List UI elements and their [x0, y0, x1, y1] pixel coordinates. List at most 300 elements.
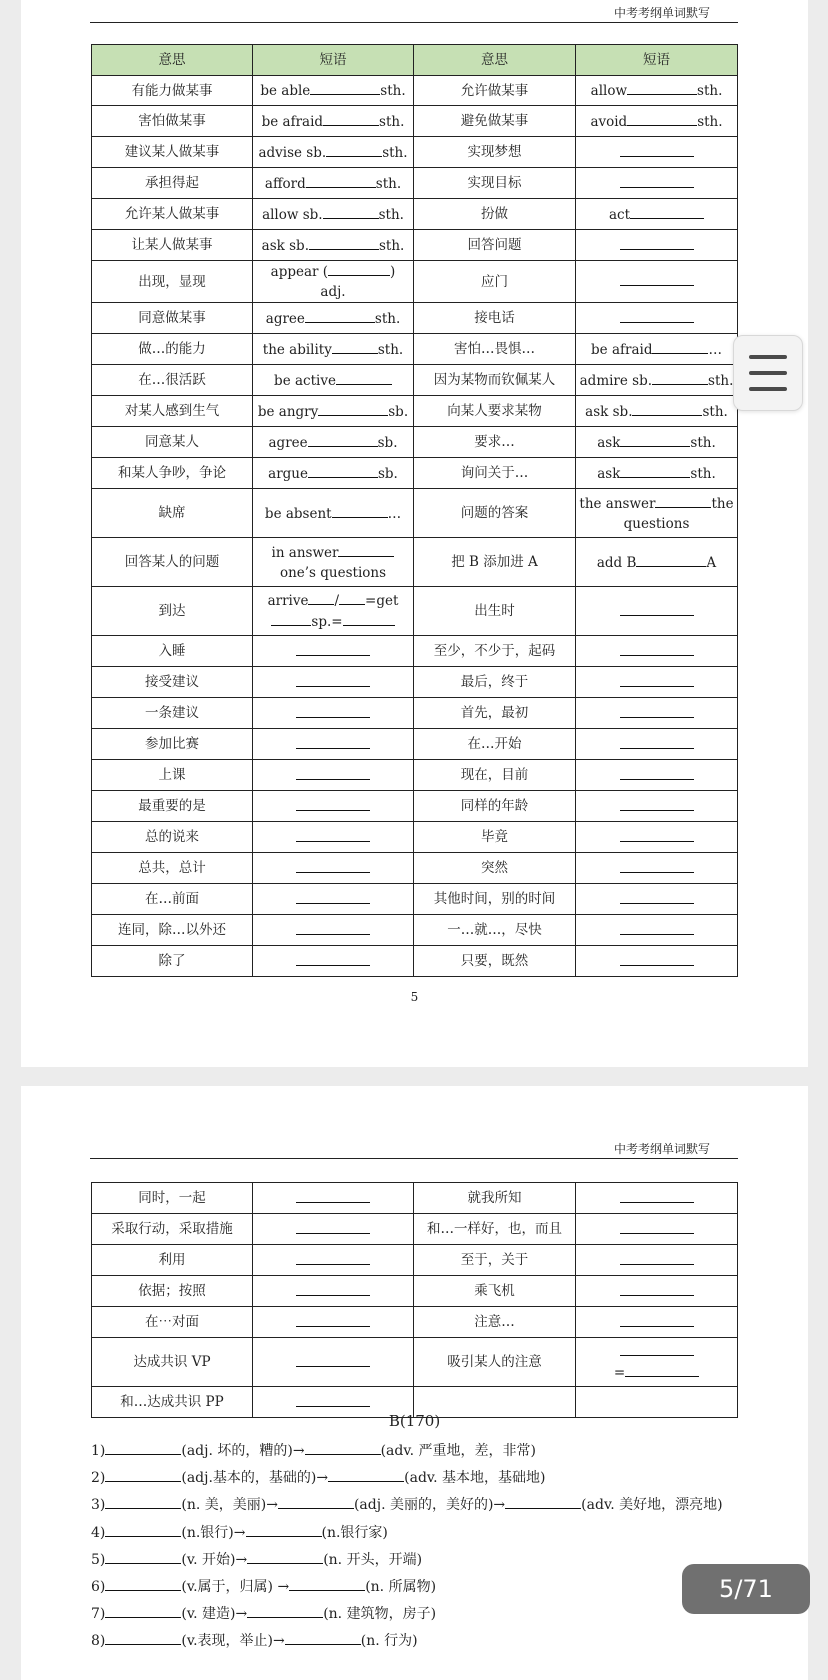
answer-blank[interactable]	[620, 1250, 694, 1265]
answer-blank[interactable]	[620, 703, 694, 718]
meaning-text: 实现梦想	[467, 144, 522, 160]
phrase-cell	[253, 822, 414, 853]
exercise-hint: (n. 建筑物，房子)	[323, 1606, 437, 1623]
phrase-cell	[576, 1245, 738, 1276]
exercise-hint: (n. 所属物)	[365, 1578, 437, 1595]
meaning-text: 允许做某事	[460, 82, 529, 99]
meaning-text: 乘飞机	[474, 1283, 515, 1299]
answer-blank[interactable]	[336, 370, 392, 385]
answer-blank[interactable]	[105, 1440, 181, 1455]
table-row	[92, 168, 738, 199]
phrase-text: sth.	[708, 372, 734, 389]
answer-blank[interactable]	[247, 1549, 323, 1564]
meaning-text: 上课	[158, 767, 186, 783]
answer-blank[interactable]	[296, 703, 370, 718]
answer-blank[interactable]	[285, 1630, 361, 1645]
answer-line	[579, 1362, 734, 1383]
meaning-cell	[92, 587, 253, 636]
phrase-cell	[576, 1276, 738, 1307]
meaning-cell	[92, 334, 253, 365]
answer-blank[interactable]	[296, 951, 370, 966]
meaning-cell	[414, 489, 576, 538]
phrase-cell	[576, 168, 738, 199]
answer-blank[interactable]	[308, 590, 334, 605]
answer-blank[interactable]	[318, 401, 388, 416]
answer-blank[interactable]	[652, 339, 708, 354]
meaning-cell	[92, 946, 253, 977]
answer-blank[interactable]	[105, 1576, 181, 1591]
answer-blank[interactable]	[620, 1219, 694, 1234]
meaning-text: 最后，终于	[460, 674, 529, 690]
hamburger-menu-icon[interactable]	[733, 335, 803, 411]
phrase-cell	[253, 636, 414, 667]
meaning-cell	[92, 729, 253, 760]
meaning-text: 突然	[481, 860, 508, 876]
column-header: 短语	[576, 45, 738, 76]
table-row	[92, 729, 738, 760]
meaning-text: 出现，显现	[138, 273, 206, 290]
meaning-cell	[92, 261, 253, 303]
phrase-cell	[253, 946, 414, 977]
answer-blank[interactable]	[339, 590, 365, 605]
meaning-text: 和…达成共识 PP	[120, 1394, 224, 1410]
phrase-cell	[576, 334, 738, 365]
answer-blank[interactable]	[105, 1549, 181, 1564]
answer-blank[interactable]	[323, 204, 379, 219]
phrase-text: sp.=	[311, 614, 343, 630]
answer-blank[interactable]	[620, 641, 694, 656]
table-row	[92, 853, 738, 884]
exercise-number: 6)	[91, 1578, 106, 1595]
answer-blank[interactable]	[620, 601, 694, 616]
answer-blank[interactable]	[326, 142, 382, 157]
answer-blank[interactable]	[630, 204, 704, 219]
meaning-text: 应门	[481, 273, 508, 290]
answer-blank[interactable]	[620, 463, 690, 478]
answer-blank[interactable]	[246, 1522, 322, 1537]
meaning-cell	[92, 137, 253, 168]
phrase-cell	[576, 1183, 738, 1214]
answer-blank[interactable]	[296, 858, 370, 873]
meaning-text: 接受建议	[145, 674, 199, 690]
answer-blank[interactable]	[296, 734, 370, 749]
vocab-table-2	[91, 1182, 738, 1418]
column-header: 意思	[92, 45, 253, 76]
phrase-text: avoid	[590, 113, 628, 130]
table-row	[92, 458, 738, 489]
meaning-cell	[414, 1338, 576, 1387]
answer-blank[interactable]	[620, 308, 694, 323]
answer-blank[interactable]	[655, 493, 711, 508]
phrase-cell	[253, 884, 414, 915]
phrase-cell	[253, 489, 414, 538]
answer-line	[256, 611, 410, 632]
phrase-text: sth.	[697, 83, 723, 99]
phrase-text: sb.	[388, 403, 409, 420]
answer-blank[interactable]	[296, 1281, 370, 1296]
meaning-cell	[414, 365, 576, 396]
table-row	[92, 946, 738, 977]
phrase-cell	[576, 667, 738, 698]
meaning-text: 就我所知	[467, 1190, 522, 1206]
answer-blank[interactable]	[620, 951, 694, 966]
phrase-cell	[253, 698, 414, 729]
meaning-text: 至少，不少于，起码	[433, 643, 556, 659]
exercise-number: 8)	[91, 1633, 106, 1650]
meaning-cell	[92, 458, 253, 489]
table-row	[92, 106, 738, 137]
phrase-text: …	[708, 341, 722, 358]
phrase-text: the questions	[623, 495, 734, 532]
answer-blank[interactable]	[332, 339, 378, 354]
meaning-cell	[414, 261, 576, 303]
answer-blank[interactable]	[308, 432, 378, 447]
answer-blank[interactable]	[296, 641, 370, 656]
answer-blank[interactable]	[620, 796, 694, 811]
answer-blank[interactable]	[332, 503, 388, 518]
phrase-cell	[576, 1214, 738, 1245]
phrase-text: sth.	[702, 403, 728, 420]
table-row	[92, 199, 738, 230]
meaning-text: 同样的年龄	[460, 798, 529, 814]
phrase-cell	[253, 667, 414, 698]
exercise-number: 5)	[91, 1551, 106, 1568]
answer-line	[579, 1341, 734, 1362]
answer-blank[interactable]	[625, 1362, 699, 1377]
phrase-text: /	[334, 593, 340, 609]
answer-blank[interactable]	[620, 173, 694, 188]
table-row	[92, 791, 738, 822]
answer-blank[interactable]	[296, 1219, 370, 1234]
answer-blank[interactable]	[620, 1341, 694, 1356]
meaning-cell	[92, 396, 253, 427]
answer-blank[interactable]	[247, 1603, 323, 1618]
meaning-text: 出生时	[474, 603, 515, 619]
meaning-text: 在⋯对面	[145, 1314, 199, 1330]
phrase-text: in answer	[271, 544, 339, 561]
answer-blank[interactable]	[305, 308, 375, 323]
exercise-item	[91, 1628, 791, 1655]
answer-blank[interactable]	[620, 1188, 694, 1203]
exercise-item	[91, 1438, 791, 1465]
meaning-cell	[414, 791, 576, 822]
meaning-cell	[414, 1245, 576, 1276]
answer-blank[interactable]	[323, 111, 379, 126]
phrase-text: ask sb.	[585, 403, 633, 420]
phrase-cell	[576, 230, 738, 261]
meaning-cell	[414, 636, 576, 667]
exercise-item	[91, 1520, 791, 1547]
phrase-text: sb.	[377, 465, 398, 482]
table-row	[92, 1214, 738, 1245]
answer-blank[interactable]	[620, 765, 694, 780]
answer-blank[interactable]	[271, 611, 311, 626]
meaning-text: 缺席	[158, 505, 186, 521]
meaning-cell	[92, 1183, 253, 1214]
section-b-title: B(170)	[388, 1412, 441, 1430]
meaning-cell	[92, 1214, 253, 1245]
meaning-text: 在…很活跃	[138, 372, 206, 388]
exercise-item	[91, 1492, 791, 1519]
meaning-text: 总共，总计	[138, 860, 206, 876]
meaning-cell	[92, 168, 253, 199]
answer-blank[interactable]	[289, 1576, 365, 1591]
phrase-cell	[576, 427, 738, 458]
equals-sign: =	[613, 1365, 626, 1381]
answer-blank[interactable]	[620, 271, 694, 286]
meaning-cell	[414, 1307, 576, 1338]
table-row	[92, 915, 738, 946]
answer-blank[interactable]	[627, 80, 697, 95]
meaning-cell	[414, 853, 576, 884]
phrase-cell	[253, 396, 414, 427]
meaning-cell	[92, 489, 253, 538]
phrase-cell	[253, 791, 414, 822]
meaning-text: 回答问题	[467, 237, 522, 253]
answer-blank[interactable]	[620, 1312, 694, 1327]
answer-blank[interactable]	[620, 858, 694, 873]
answer-blank[interactable]	[620, 827, 694, 842]
answer-blank[interactable]	[296, 1188, 370, 1203]
meaning-cell	[414, 76, 576, 106]
phrase-cell	[253, 137, 414, 168]
phrase-cell	[576, 1338, 738, 1387]
answer-blank[interactable]	[620, 889, 694, 904]
exercise-number: 4)	[91, 1524, 106, 1541]
phrase-text: ask	[597, 465, 621, 482]
meaning-text: 同时，一起	[138, 1190, 206, 1206]
phrase-cell	[576, 106, 738, 137]
table-row	[92, 334, 738, 365]
answer-blank[interactable]	[620, 672, 694, 687]
meaning-cell	[414, 396, 576, 427]
table-row	[92, 1338, 738, 1387]
exercise-hint: (n. 行为)	[360, 1633, 418, 1650]
phrase-text: argue	[268, 465, 308, 482]
phrase-text: ask	[597, 434, 621, 451]
meaning-text: 参加比赛	[145, 736, 199, 752]
answer-blank[interactable]	[338, 542, 394, 557]
meaning-text: 问题的答案	[460, 505, 529, 521]
answer-blank[interactable]	[328, 261, 390, 276]
phrase-cell	[253, 365, 414, 396]
answer-blank[interactable]	[328, 1467, 404, 1482]
answer-blank[interactable]	[627, 111, 697, 126]
phrase-text: …	[387, 505, 402, 522]
meaning-cell	[414, 303, 576, 334]
exercise-hint: (adj. 坏的，糟的)→	[181, 1443, 305, 1459]
meaning-text: 至于，关于	[460, 1252, 529, 1268]
table-header-row	[92, 45, 738, 76]
answer-blank[interactable]	[308, 463, 378, 478]
answer-blank[interactable]	[105, 1494, 181, 1509]
answer-blank[interactable]	[105, 1630, 181, 1645]
meaning-cell	[92, 853, 253, 884]
meaning-text: 让某人做某事	[131, 237, 213, 253]
meaning-cell	[414, 538, 576, 587]
meaning-cell	[92, 1276, 253, 1307]
phrase-text: be active	[274, 372, 336, 389]
page-indicator[interactable]: 5/71	[682, 1564, 810, 1614]
meaning-cell	[92, 76, 253, 106]
answer-blank[interactable]	[620, 1281, 694, 1296]
meaning-cell	[414, 199, 576, 230]
phrase-cell	[576, 365, 738, 396]
phrase-text: allow	[590, 83, 628, 99]
answer-blank[interactable]	[296, 796, 370, 811]
phrase-cell	[253, 729, 414, 760]
meaning-cell	[414, 884, 576, 915]
meaning-text: 吸引某人的注意	[447, 1354, 542, 1370]
phrase-cell	[576, 489, 738, 538]
answer-blank[interactable]	[620, 734, 694, 749]
exercise-hint: (n. 开头，开端)	[323, 1551, 423, 1568]
meaning-cell	[92, 303, 253, 334]
phrase-cell	[576, 791, 738, 822]
phrase-cell	[576, 1307, 738, 1338]
column-header: 意思	[414, 45, 576, 76]
answer-blank[interactable]	[652, 370, 708, 385]
phrase-cell	[576, 538, 738, 587]
answer-blank[interactable]	[296, 827, 370, 842]
answer-blank[interactable]	[296, 672, 370, 687]
meaning-text: 除了	[158, 953, 186, 969]
meaning-cell	[92, 199, 253, 230]
answer-blank[interactable]	[296, 1250, 370, 1265]
exercise-hint: (v.表现，举止)→	[181, 1633, 285, 1650]
answer-blank[interactable]	[505, 1494, 581, 1509]
table-row	[92, 538, 738, 587]
phrase-cell	[576, 729, 738, 760]
phrase-cell	[253, 106, 414, 137]
phrase-text: agree	[265, 310, 305, 327]
table-row	[92, 1245, 738, 1276]
meaning-cell	[92, 636, 253, 667]
answer-blank[interactable]	[296, 1352, 370, 1367]
phrase-text: sth.	[375, 175, 402, 192]
meaning-text: 只要，既然	[460, 953, 529, 969]
phrase-text: be absent	[264, 505, 332, 522]
phrase-cell	[253, 1338, 414, 1387]
meaning-text: 入睡	[158, 643, 186, 659]
phrase-cell	[253, 1276, 414, 1307]
phrase-cell	[253, 76, 414, 106]
phrase-text: sth.	[379, 113, 405, 130]
phrase-text: sth.	[378, 206, 404, 223]
phrase-cell	[576, 822, 738, 853]
meaning-cell	[414, 698, 576, 729]
exercise-hint: (adj. 美丽的，美好的)→	[353, 1497, 506, 1514]
phrase-cell	[253, 168, 414, 199]
meaning-text: 现在，目前	[460, 767, 529, 783]
meaning-cell	[414, 729, 576, 760]
table-row	[92, 1183, 738, 1214]
answer-blank[interactable]	[309, 235, 379, 250]
answer-blank[interactable]	[620, 235, 694, 250]
exercise-hint: (n. 美，美丽)→	[181, 1497, 278, 1514]
vocab-table-1	[91, 44, 738, 977]
answer-blank[interactable]	[632, 401, 702, 416]
phrase-text: afford	[264, 175, 306, 192]
phrase-text: sth.	[377, 341, 404, 358]
exercise-hint: (v.属于，归属) →	[181, 1578, 290, 1595]
phrase-cell	[576, 884, 738, 915]
meaning-text: 依据；按照	[138, 1283, 206, 1299]
answer-blank[interactable]	[620, 920, 694, 935]
phrase-cell	[253, 1307, 414, 1338]
exercise-list	[91, 1438, 791, 1656]
table-row	[92, 587, 738, 636]
phrase-text: be angry	[257, 403, 319, 420]
phrase-cell	[576, 137, 738, 168]
answer-blank[interactable]	[636, 552, 706, 567]
phrase-cell	[253, 334, 414, 365]
answer-blank[interactable]	[105, 1522, 181, 1537]
exercise-number: 1)	[91, 1443, 106, 1459]
phrase-cell	[576, 636, 738, 667]
meaning-cell	[414, 168, 576, 199]
meaning-cell	[414, 230, 576, 261]
meaning-cell	[414, 137, 576, 168]
meaning-text: 询问关于…	[460, 465, 529, 481]
table-row	[92, 489, 738, 538]
answer-blank[interactable]	[620, 142, 694, 157]
phrase-text: ask sb.	[261, 237, 309, 254]
meaning-cell	[414, 1183, 576, 1214]
phrase-text: allow sb.	[262, 206, 323, 223]
meaning-cell	[92, 915, 253, 946]
answer-blank[interactable]	[278, 1494, 354, 1509]
meaning-cell	[414, 1276, 576, 1307]
phrase-cell	[576, 458, 738, 489]
answer-blank[interactable]	[296, 889, 370, 904]
meaning-text: 害怕做某事	[138, 113, 206, 129]
answer-blank[interactable]	[296, 1312, 370, 1327]
answer-blank[interactable]	[105, 1603, 181, 1618]
meaning-text: 注意…	[474, 1314, 515, 1330]
answer-blank[interactable]	[296, 1392, 370, 1407]
phrase-text: advise sb.	[258, 144, 327, 161]
table-row	[92, 760, 738, 791]
phrase-text: sth.	[378, 237, 405, 254]
answer-blank[interactable]	[343, 611, 395, 626]
table-row	[92, 698, 738, 729]
answer-blank[interactable]	[105, 1467, 181, 1482]
phrase-cell	[253, 1214, 414, 1245]
answer-blank[interactable]	[296, 920, 370, 935]
answer-blank[interactable]	[305, 1440, 381, 1455]
page-number: 5	[410, 990, 419, 1004]
meaning-text: 在…前面	[145, 891, 199, 907]
meaning-cell	[92, 760, 253, 791]
phrase-text: be afraid	[591, 341, 653, 358]
answer-blank[interactable]	[620, 432, 690, 447]
meaning-text: 和某人争吵，争论	[118, 465, 226, 481]
phrase-text: sth.	[690, 434, 716, 451]
table-row	[92, 427, 738, 458]
meaning-text: 一条建议	[145, 705, 199, 721]
page-header: 中考考纲单词默写	[90, 1140, 738, 1159]
phrase-cell	[253, 458, 414, 489]
meaning-cell	[92, 884, 253, 915]
phrase-text: =get	[365, 593, 399, 609]
answer-blank[interactable]	[296, 765, 370, 780]
meaning-cell	[92, 365, 253, 396]
answer-blank[interactable]	[310, 80, 380, 95]
answer-blank[interactable]	[306, 173, 376, 188]
meaning-text: 实现目标	[467, 175, 522, 191]
phrase-cell	[576, 698, 738, 729]
